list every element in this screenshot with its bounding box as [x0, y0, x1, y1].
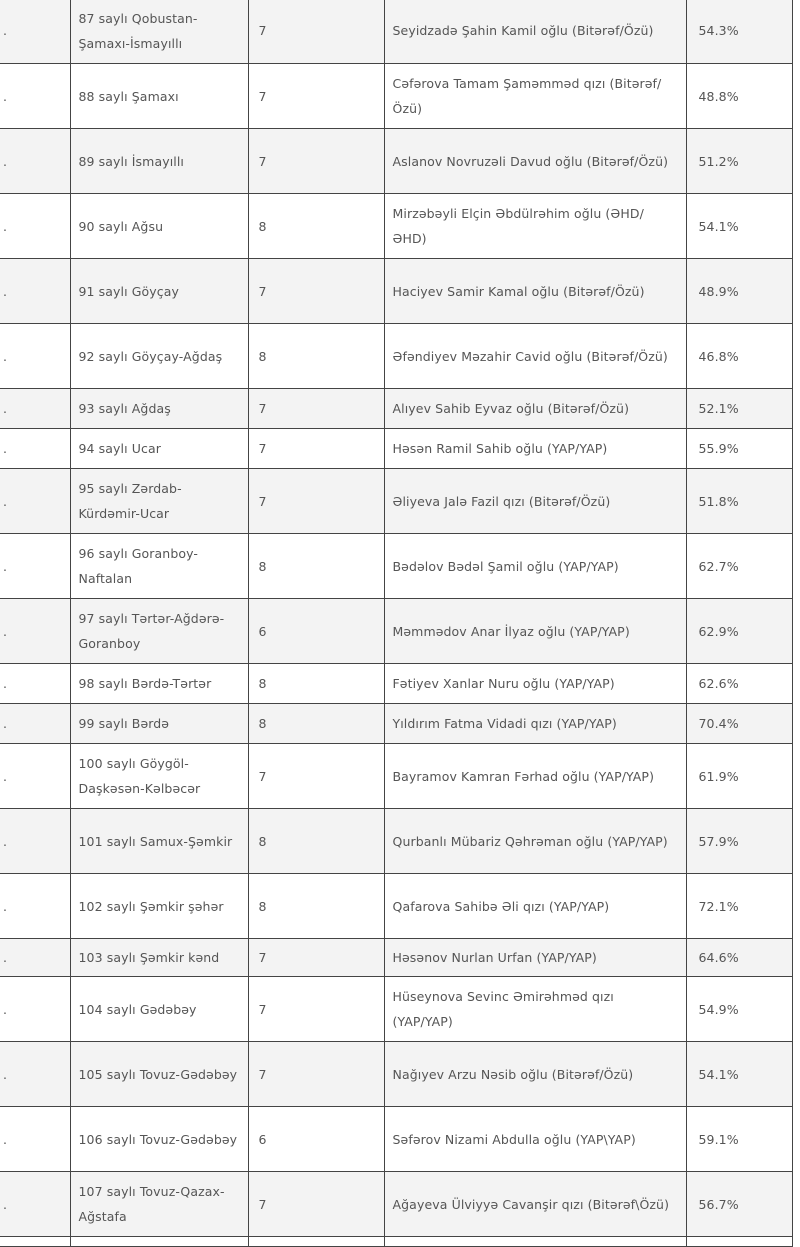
winner-cell: Səfərov Nizami Abdulla oğlu (YAP\YAP)	[384, 1107, 686, 1172]
table-row	[0, 744, 792, 809]
district-cell: 98 saylı Bərdə-Tərtər	[70, 664, 248, 704]
district-cell: 89 saylı İsmayıllı	[70, 129, 248, 194]
winner-cell: Mirzəbəyli Elçin Əbdülrəhim oğlu (ƏHD/ƏHD)	[384, 194, 686, 259]
percent-cell: 54.1%	[686, 194, 792, 259]
winner-cell: Yıldırım Fatma Vidadi qızı (YAP/YAP)	[384, 704, 686, 744]
seats-cell: 8	[248, 534, 384, 599]
seats-cell: 7	[248, 259, 384, 324]
table-row	[0, 259, 792, 324]
winner-cell: Alıyev Sahib Eyvaz oğlu (Bitərəf/Özü)	[384, 389, 686, 429]
table-row	[0, 469, 792, 534]
table-row	[0, 534, 792, 599]
winner-cell: Qurbanlı Mübariz Qəhrəman oğlu (YAP/YAP)	[384, 809, 686, 874]
winner-cell: Bədəlov Bədəl Şamil oğlu (YAP/YAP)	[384, 534, 686, 599]
seats-cell: 7	[248, 389, 384, 429]
district-cell: 93 saylı Ağdaş	[70, 389, 248, 429]
percent-cell: 46.8%	[686, 324, 792, 389]
percent-cell: 54.3%	[686, 0, 792, 64]
seats-cell: 8	[248, 324, 384, 389]
table-row	[0, 1107, 792, 1172]
row-marker: .	[0, 259, 70, 324]
percent-cell	[686, 1237, 792, 1247]
district-cell: 90 saylı Ağsu	[70, 194, 248, 259]
district-cell: 97 saylı Tərtər-Ağdərə-Goranboy	[70, 599, 248, 664]
percent-cell: 52.1%	[686, 389, 792, 429]
row-marker: .	[0, 1107, 70, 1172]
row-marker: .	[0, 809, 70, 874]
district-cell: 91 saylı Göyçay	[70, 259, 248, 324]
percent-cell: 54.9%	[686, 977, 792, 1042]
winner-cell: Haciyev Samir Kamal oğlu (Bitərəf/Özü)	[384, 259, 686, 324]
percent-cell: 62.6%	[686, 664, 792, 704]
row-marker: .	[0, 704, 70, 744]
seats-cell: 8	[248, 664, 384, 704]
row-marker: .	[0, 429, 70, 469]
winner-cell: Məmmədov Anar İlyaz oğlu (YAP/YAP)	[384, 599, 686, 664]
row-marker: .	[0, 977, 70, 1042]
district-cell: 102 saylı Şəmkir şəhər	[70, 874, 248, 939]
seats-cell: 7	[248, 0, 384, 64]
row-marker: .	[0, 1042, 70, 1107]
winner-cell: Aslanov Novruzəli Davud oğlu (Bitərəf/Özü)	[384, 129, 686, 194]
winner-cell: Əfəndiyev Məzahir Cavid oğlu (Bitərəf/Özü)	[384, 324, 686, 389]
percent-cell: 64.6%	[686, 939, 792, 977]
row-marker: .	[0, 194, 70, 259]
row-marker: .	[0, 0, 70, 64]
seats-cell: 7	[248, 129, 384, 194]
table-row	[0, 1042, 792, 1107]
seats-cell: 7	[248, 469, 384, 534]
row-marker: .	[0, 874, 70, 939]
district-cell: 101 saylı Samux-Şəmkir	[70, 809, 248, 874]
percent-cell: 72.1%	[686, 874, 792, 939]
winner-cell: Cəfərova Tamam Şaməmməd qızı (Bitərəf/Özü)	[384, 64, 686, 129]
row-marker: .	[0, 744, 70, 809]
percent-cell: 62.7%	[686, 534, 792, 599]
percent-cell: 61.9%	[686, 744, 792, 809]
seats-cell: 8	[248, 874, 384, 939]
seats-cell: 7	[248, 977, 384, 1042]
winner-cell	[384, 1237, 686, 1247]
table-row	[0, 664, 792, 704]
seats-cell: 6	[248, 599, 384, 664]
percent-cell: 48.9%	[686, 259, 792, 324]
table-row	[0, 389, 792, 429]
winner-cell: Qafarova Sahibə Əli qızı (YAP/YAP)	[384, 874, 686, 939]
row-marker: .	[0, 64, 70, 129]
table-row	[0, 809, 792, 874]
district-cell: 94 saylı Ucar	[70, 429, 248, 469]
row-marker: .	[0, 664, 70, 704]
table-row	[0, 704, 792, 744]
table-row	[0, 0, 792, 64]
district-cell: 103 saylı Şəmkir kənd	[70, 939, 248, 977]
percent-cell: 59.1%	[686, 1107, 792, 1172]
percent-cell: 62.9%	[686, 599, 792, 664]
percent-cell: 55.9%	[686, 429, 792, 469]
table-row	[0, 1237, 792, 1247]
table-row	[0, 129, 792, 194]
seats-cell: 6	[248, 1107, 384, 1172]
seats-cell: 7	[248, 64, 384, 129]
percent-cell: 54.1%	[686, 1042, 792, 1107]
row-marker: .	[0, 1172, 70, 1237]
table-row	[0, 939, 792, 977]
district-cell: 100 saylı Göygöl-Daşkəsən-Kəlbəcər	[70, 744, 248, 809]
row-marker: .	[0, 939, 70, 977]
winner-cell: Həsən Ramil Sahib oğlu (YAP/YAP)	[384, 429, 686, 469]
district-cell: 87 saylı Qobustan-Şamaxı-İsmayıllı	[70, 0, 248, 64]
table-row	[0, 977, 792, 1042]
table-row	[0, 64, 792, 129]
percent-cell: 57.9%	[686, 809, 792, 874]
table-row	[0, 429, 792, 469]
row-marker: .	[0, 389, 70, 429]
seats-cell: 8	[248, 194, 384, 259]
percent-cell: 48.8%	[686, 64, 792, 129]
district-cell	[70, 1237, 248, 1247]
seats-cell: 7	[248, 939, 384, 977]
table-row	[0, 874, 792, 939]
winner-cell: Hüseynova Sevinc Əmirəhməd qızı (YAP/YAP)	[384, 977, 686, 1042]
winner-cell: Həsənov Nurlan Urfan (YAP/YAP)	[384, 939, 686, 977]
winner-cell: Əliyeva Jalə Fazil qızı (Bitərəf/Özü)	[384, 469, 686, 534]
row-marker: .	[0, 534, 70, 599]
table-row	[0, 194, 792, 259]
table-row	[0, 599, 792, 664]
district-cell: 95 saylı Zərdab-Kürdəmir-Ucar	[70, 469, 248, 534]
seats-cell: 7	[248, 744, 384, 809]
seats-cell: 7	[248, 1042, 384, 1107]
district-cell: 92 saylı Göyçay-Ağdaş	[70, 324, 248, 389]
winner-cell: Bayramov Kamran Fərhad oğlu (YAP/YAP)	[384, 744, 686, 809]
row-marker: .	[0, 129, 70, 194]
seats-cell	[248, 1237, 384, 1247]
percent-cell: 51.2%	[686, 129, 792, 194]
district-cell: 96 saylı Goranboy-Naftalan	[70, 534, 248, 599]
percent-cell: 51.8%	[686, 469, 792, 534]
winner-cell: Ağayeva Ülviyyə Cavanşir qızı (Bitərəf\Özü)	[384, 1172, 686, 1237]
seats-cell: 8	[248, 704, 384, 744]
seats-cell: 7	[248, 1172, 384, 1237]
seats-cell: 7	[248, 429, 384, 469]
district-cell: 99 saylı Bərdə	[70, 704, 248, 744]
district-cell: 88 saylı Şamaxı	[70, 64, 248, 129]
winner-cell: Nağıyev Arzu Nəsib oğlu (Bitərəf/Özü)	[384, 1042, 686, 1107]
district-cell: 107 saylı Tovuz-Qazax-Ağstafa	[70, 1172, 248, 1237]
winner-cell: Fətiyev Xanlar Nuru oğlu (YAP/YAP)	[384, 664, 686, 704]
percent-cell: 70.4%	[686, 704, 792, 744]
district-cell: 106 saylı Tovuz-Gədəbəy	[70, 1107, 248, 1172]
winner-cell: Seyidzadə Şahin Kamil oğlu (Bitərəf/Özü)	[384, 0, 686, 64]
district-cell: 105 saylı Tovuz-Gədəbəy	[70, 1042, 248, 1107]
row-marker: .	[0, 324, 70, 389]
row-marker	[0, 1237, 70, 1247]
row-marker: .	[0, 599, 70, 664]
row-marker: .	[0, 469, 70, 534]
district-cell: 104 saylı Gədəbəy	[70, 977, 248, 1042]
table-row	[0, 1172, 792, 1237]
seats-cell: 8	[248, 809, 384, 874]
table-row	[0, 324, 792, 389]
percent-cell: 56.7%	[686, 1172, 792, 1237]
